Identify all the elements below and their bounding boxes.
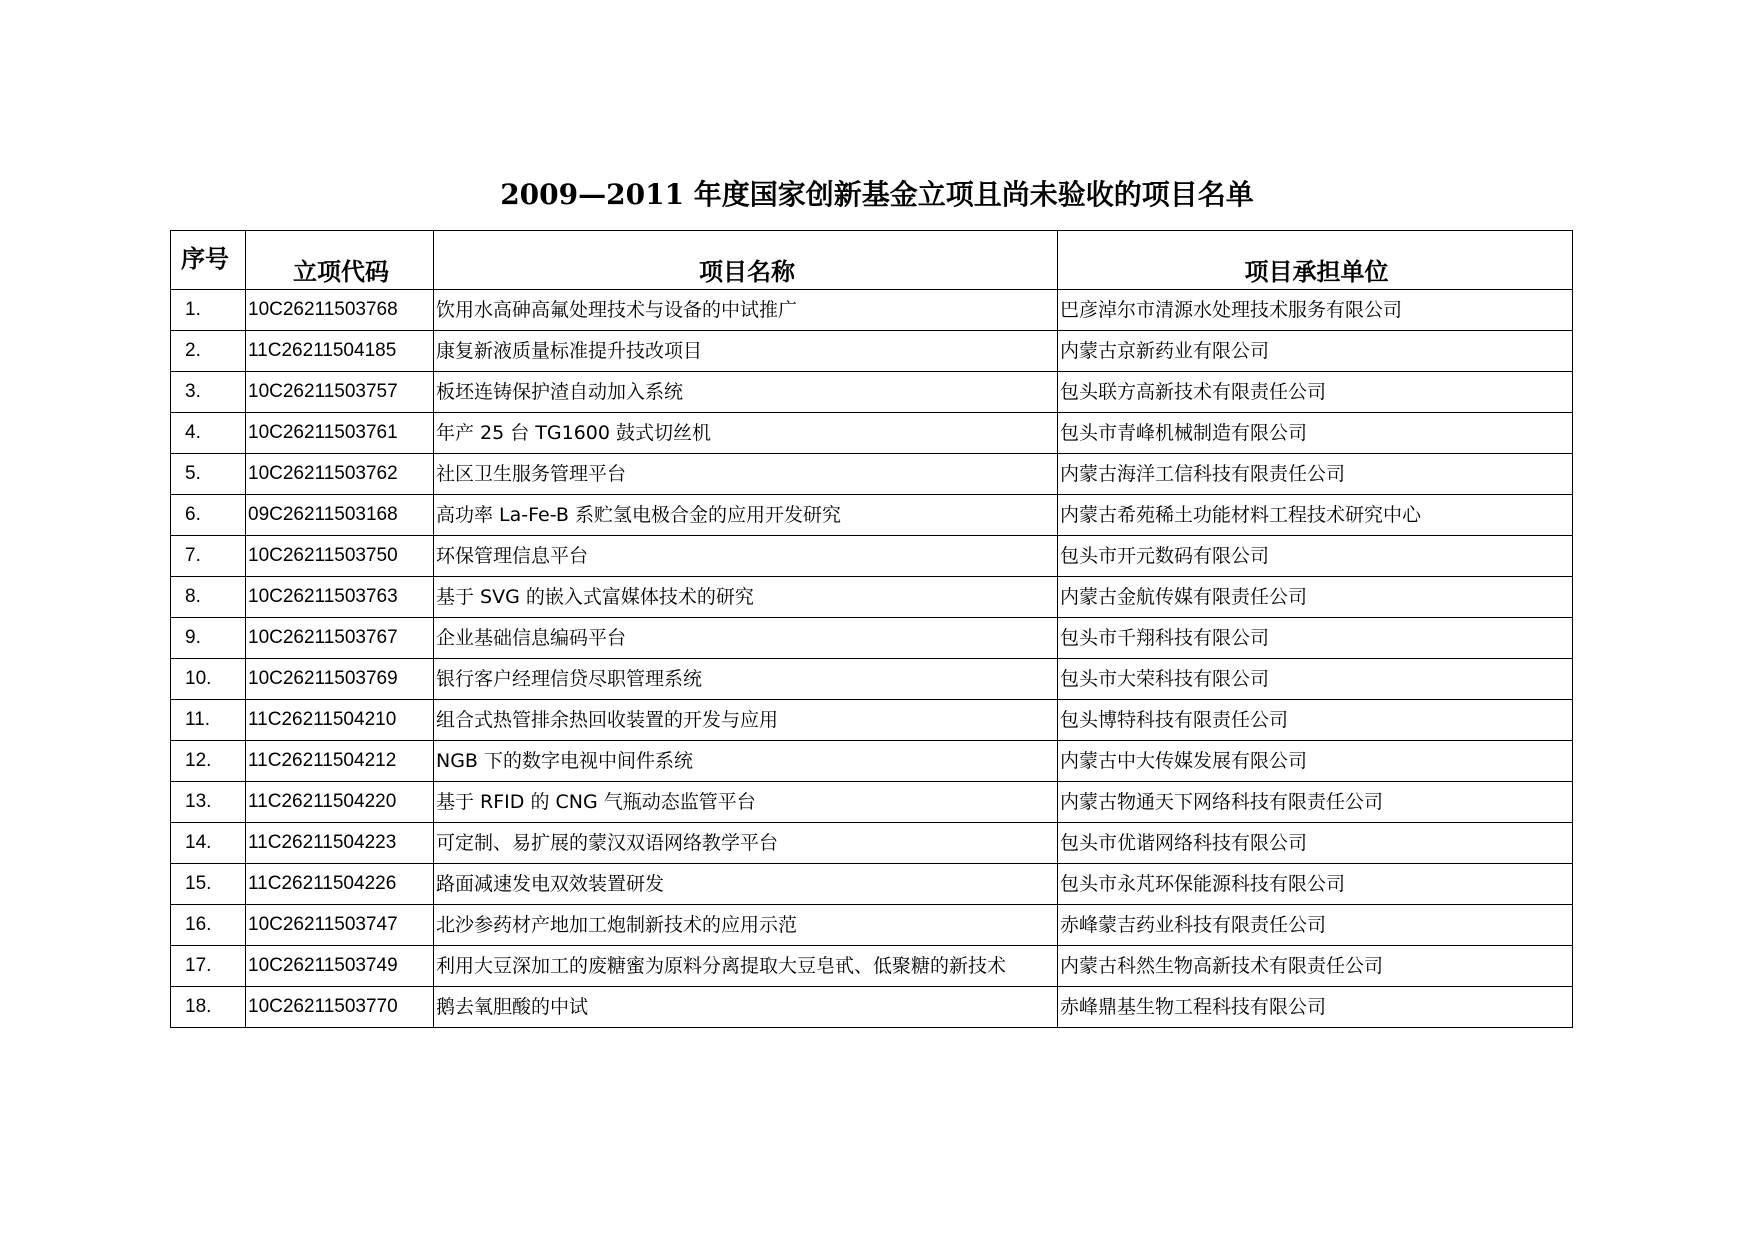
cell-serial-number: 17. <box>171 946 246 987</box>
cell-project-code: 10C26211503750 <box>246 536 434 577</box>
cell-project-code: 10C26211503763 <box>246 577 434 618</box>
cell-project-code: 11C26211504210 <box>246 700 434 741</box>
cell-project-code: 10C26211503757 <box>246 372 434 413</box>
cell-project-code: 09C26211503168 <box>246 495 434 536</box>
cell-serial-number: 4. <box>171 413 246 454</box>
cell-undertaking-unit: 包头博特科技有限责任公司 <box>1058 700 1573 741</box>
cell-project-code: 11C26211504223 <box>246 823 434 864</box>
cell-undertaking-unit: 内蒙古京新药业有限公司 <box>1058 331 1573 372</box>
table-row <box>171 577 1573 618</box>
cell-serial-number: 11. <box>171 700 246 741</box>
cell-serial-number: 18. <box>171 987 246 1028</box>
cell-serial-number: 8. <box>171 577 246 618</box>
table-row <box>171 905 1573 946</box>
cell-undertaking-unit: 赤峰蒙吉药业科技有限责任公司 <box>1058 905 1573 946</box>
cell-project-code: 10C26211503749 <box>246 946 434 987</box>
cell-project-name: 利用大豆深加工的废糖蜜为原料分离提取大豆皂甙、低聚糖的新技术 <box>434 946 1058 987</box>
table-row <box>171 823 1573 864</box>
cell-serial-number: 9. <box>171 618 246 659</box>
table-row <box>171 864 1573 905</box>
cell-project-name: 高功率 La-Fe-B 系贮氢电极合金的应用开发研究 <box>434 495 1058 536</box>
table-header-row <box>171 231 1573 290</box>
cell-serial-number: 3. <box>171 372 246 413</box>
cell-serial-number: 5. <box>171 454 246 495</box>
cell-undertaking-unit: 包头市永芃环保能源科技有限公司 <box>1058 864 1573 905</box>
cell-undertaking-unit: 内蒙古中大传媒发展有限公司 <box>1058 741 1573 782</box>
header-serial-number: 序号 <box>171 231 246 290</box>
cell-undertaking-unit: 包头联方高新技术有限责任公司 <box>1058 372 1573 413</box>
cell-project-code: 11C26211504226 <box>246 864 434 905</box>
table-row <box>171 413 1573 454</box>
cell-project-name: 社区卫生服务管理平台 <box>434 454 1058 495</box>
table-row <box>171 372 1573 413</box>
cell-project-name: 北沙参药材产地加工炮制新技术的应用示范 <box>434 905 1058 946</box>
table-row <box>171 659 1573 700</box>
cell-project-name: 饮用水高砷高氟处理技术与设备的中试推广 <box>434 290 1058 331</box>
cell-project-name: 基于 SVG 的嵌入式富媒体技术的研究 <box>434 577 1058 618</box>
cell-undertaking-unit: 包头市大荣科技有限公司 <box>1058 659 1573 700</box>
cell-serial-number: 16. <box>171 905 246 946</box>
cell-project-code: 11C26211504220 <box>246 782 434 823</box>
cell-undertaking-unit: 内蒙古希苑稀土功能材料工程技术研究中心 <box>1058 495 1573 536</box>
project-table <box>170 230 1573 1028</box>
cell-serial-number: 15. <box>171 864 246 905</box>
cell-undertaking-unit: 赤峰鼎基生物工程科技有限公司 <box>1058 987 1573 1028</box>
table-row <box>171 946 1573 987</box>
cell-undertaking-unit: 内蒙古金航传媒有限责任公司 <box>1058 577 1573 618</box>
cell-project-name: 路面减速发电双效装置研发 <box>434 864 1058 905</box>
cell-project-name: 年产 25 台 TG1600 鼓式切丝机 <box>434 413 1058 454</box>
cell-project-code: 10C26211503768 <box>246 290 434 331</box>
cell-project-name: NGB 下的数字电视中间件系统 <box>434 741 1058 782</box>
table-row <box>171 536 1573 577</box>
table-row <box>171 987 1573 1028</box>
cell-project-name: 组合式热管排余热回收装置的开发与应用 <box>434 700 1058 741</box>
cell-undertaking-unit: 巴彦淖尔市清源水处理技术服务有限公司 <box>1058 290 1573 331</box>
table-row <box>171 454 1573 495</box>
cell-undertaking-unit: 包头市优谐网络科技有限公司 <box>1058 823 1573 864</box>
cell-undertaking-unit: 包头市青峰机械制造有限公司 <box>1058 413 1573 454</box>
table-row <box>171 741 1573 782</box>
cell-project-name: 康复新液质量标准提升技改项目 <box>434 331 1058 372</box>
table-row <box>171 290 1573 331</box>
cell-undertaking-unit: 包头市开元数码有限公司 <box>1058 536 1573 577</box>
cell-undertaking-unit: 内蒙古科然生物高新技术有限责任公司 <box>1058 946 1573 987</box>
cell-undertaking-unit: 包头市千翔科技有限公司 <box>1058 618 1573 659</box>
cell-project-code: 10C26211503770 <box>246 987 434 1028</box>
document-title: 2009—2011 年度国家创新基金立项且尚未验收的项目名单 <box>500 178 1254 211</box>
cell-project-code: 11C26211504212 <box>246 741 434 782</box>
cell-serial-number: 10. <box>171 659 246 700</box>
cell-undertaking-unit: 内蒙古海洋工信科技有限责任公司 <box>1058 454 1573 495</box>
cell-project-name: 环保管理信息平台 <box>434 536 1058 577</box>
cell-serial-number: 2. <box>171 331 246 372</box>
cell-serial-number: 7. <box>171 536 246 577</box>
header-undertaking-unit: 项目承担单位 <box>1058 231 1573 290</box>
cell-project-name: 基于 RFID 的 CNG 气瓶动态监管平台 <box>434 782 1058 823</box>
table-row <box>171 495 1573 536</box>
cell-project-name: 鹅去氧胆酸的中试 <box>434 987 1058 1028</box>
cell-project-name: 银行客户经理信贷尽职管理系统 <box>434 659 1058 700</box>
table-row <box>171 618 1573 659</box>
cell-project-code: 11C26211504185 <box>246 331 434 372</box>
cell-project-name: 可定制、易扩展的蒙汉双语网络教学平台 <box>434 823 1058 864</box>
cell-project-code: 10C26211503769 <box>246 659 434 700</box>
cell-serial-number: 14. <box>171 823 246 864</box>
table-row <box>171 331 1573 372</box>
cell-serial-number: 13. <box>171 782 246 823</box>
cell-project-code: 10C26211503767 <box>246 618 434 659</box>
cell-project-name: 板坯连铸保护渣自动加入系统 <box>434 372 1058 413</box>
cell-project-code: 10C26211503747 <box>246 905 434 946</box>
table-row <box>171 782 1573 823</box>
header-project-code: 立项代码 <box>246 231 434 290</box>
cell-serial-number: 1. <box>171 290 246 331</box>
cell-project-code: 10C26211503761 <box>246 413 434 454</box>
table-row <box>171 700 1573 741</box>
cell-project-name: 企业基础信息编码平台 <box>434 618 1058 659</box>
cell-project-code: 10C26211503762 <box>246 454 434 495</box>
cell-serial-number: 6. <box>171 495 246 536</box>
table-body <box>171 290 1573 1028</box>
cell-serial-number: 12. <box>171 741 246 782</box>
header-project-name: 项目名称 <box>434 231 1058 290</box>
cell-undertaking-unit: 内蒙古物通天下网络科技有限责任公司 <box>1058 782 1573 823</box>
